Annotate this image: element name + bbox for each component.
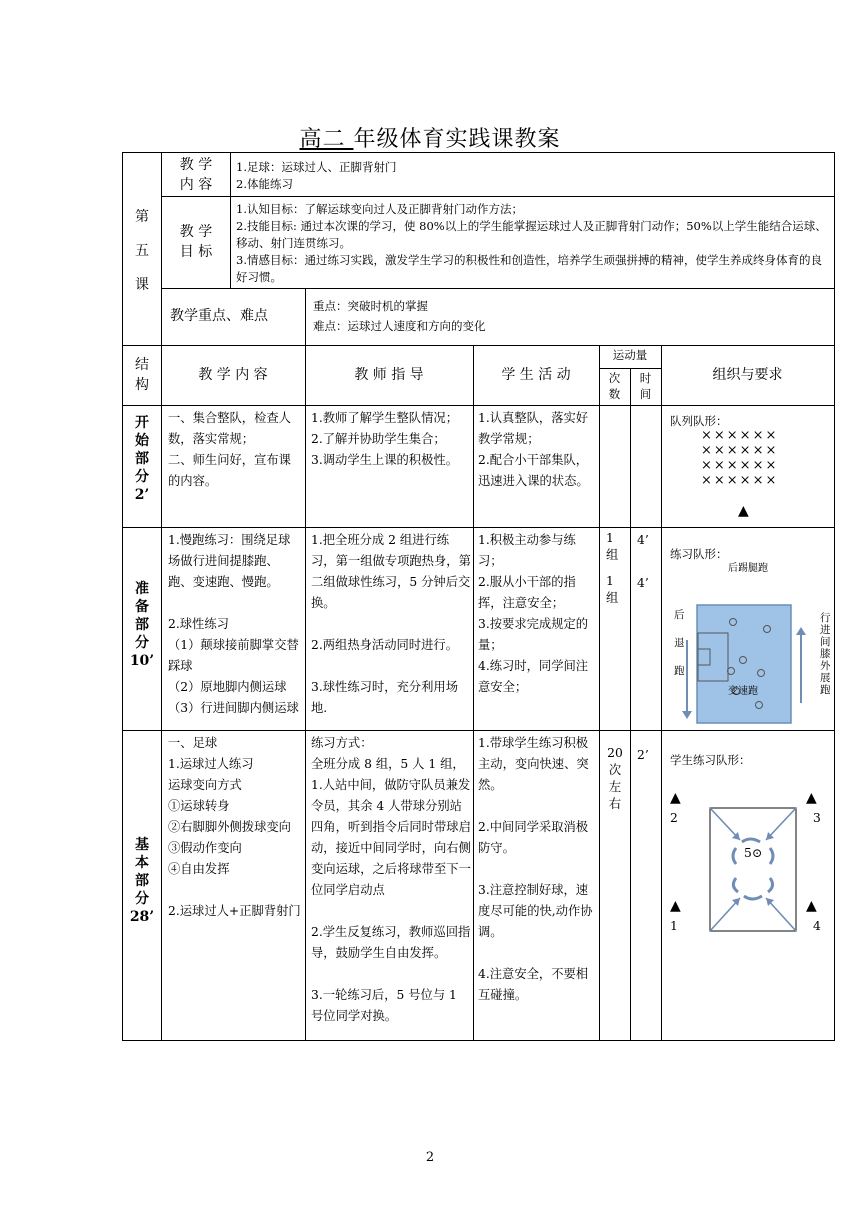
main-duration: 2’ [637,748,649,762]
center-defender-label: 5⊙ [744,846,763,860]
main-teacher: 练习方式： 全班分成 8 组，5 人 1 组，1.人站中间，做防守队员兼发令员，其余 4 人带球分别站四角，听到指令后同时带球启动，接近中间同学时，向右侧变向运球，之后将球带至下一位同学启动点 2.学生反复练习，教师巡回指导，鼓励学生自由发挥。 3.一轮练习后，5 号位与 1 号位同学对换。 [311,736,471,1023]
content-item-1: 1.足球：运球过人、正脚背射门 [236,160,397,174]
col-duration: 时 间 [639,371,652,401]
goals-label: 教 学 目 标 [179,224,213,260]
goal-item-1: 1.认知目标：了解运球变向过人及正脚背射门动作方法； [236,202,523,216]
main-student: 1.带球学生练习积极主动，变向快速、突然。 2.中间同学采取消极防守。 3.注意控制好球，速度尽可能的快,动作协调。 4.注意安全，不要相互碰撞。 [478,736,593,1002]
content-item-2: 2.体能练习 [236,177,293,191]
prep-teacher: 1.把全班分成 2 组进行练习，第一组做专项跑热身，第二组做球性练习，5 分钟后交换。 2.两组热身活动同时进行。 3.球性练习时，充分利用场地. [311,533,471,715]
arrow-head-icon [682,711,692,719]
start-org-title: 队列队形： [670,414,728,428]
position-label: 2 [670,811,678,825]
prep-duration-2: 4’ [637,576,649,590]
teacher-triangle-icon: ▲ [738,503,749,519]
prep-times-1: 1 组 [606,531,619,562]
prep-times-2: 1 组 [606,574,619,605]
formation-row: ×××××× [701,458,779,473]
goal-item-2: 2.技能目标: 通过本次课的学习，使 80%以上的学生能掌握运球过人及正脚背射门动作；50%以上学生能结合运球、移动、射门连贯练习。 [236,219,827,250]
title-grade: 高二 [299,127,354,152]
position-label: 1 [670,919,678,933]
prep-student: 1.积极主动参与练习； 2.服从小干部的指挥，注意安全； 3.按要求完成规定的量； 4.练习时，同学间注意安全； [478,533,589,694]
key-point: 重点：突破时机的掌握 [313,299,428,313]
page-number: 2 [425,1150,435,1165]
section-name-main: 基 本 部 分 28’ [129,837,155,925]
formation-row: ×××××× [701,428,779,443]
col-student: 学 生 活 动 [501,367,571,383]
main-content: 一、足球 1.运球过人练习 运球变向方式 ①运球转身 ②右脚脚外侧拨球变向 ③假动作变向 ④自由发挥 2.运球过人+正脚背射门 [168,736,301,918]
center-run-label: 变速跑 [728,686,758,697]
prep-content: 1.慢跑练习：围绕足球场做行进间提膝跑、跑、变速跑、慢跑。 2.球性练习 （1）颠球接前脚掌交替踩球 （2）原地脚内侧运球 （3）行进间脚内侧运球 [168,533,299,715]
col-content: 教 学 内 容 [198,367,268,383]
lesson-label: 第 五 课 [135,209,149,293]
right-run-label: 行进间膝外展跑 [820,612,831,696]
key-label: 教学重点、难点 [170,308,268,324]
arrow-head-icon [796,627,806,635]
difficulty: 难点：运球过人速度和方向的变化 [313,319,486,333]
col-org: 组织与要求 [712,367,783,383]
col-structure: 结 构 [135,357,149,393]
start-content: 一、集合整队，检查人数，落实常规； 二、师生问好，宣布课的内容。 [168,411,291,488]
prep-duration-1: 4’ [637,533,649,547]
triangle-marker-icon: ▲ [806,898,817,914]
col-load: 运动量 [612,348,648,362]
col-teacher: 教 师 指 导 [354,367,424,383]
drill-square [710,808,796,931]
dribble-drill-diagram [690,800,815,935]
triangle-marker-icon: ▲ [670,898,681,914]
col-times: 次 数 [608,371,621,401]
main-times: 20 次 左 右 [607,746,623,811]
prep-org-title: 练习队形： [670,547,728,561]
position-label: 3 [813,811,821,825]
left-run-label: 后 退 跑 [674,609,685,677]
formation-row: ×××××× [701,473,779,488]
content-label: 教 学 内 容 [179,157,213,193]
start-teacher: 1.教师了解学生整队情况； 2.了解并协助学生集合； 3.调动学生上课的积极性。 [311,411,458,467]
goal-item-3: 3.情感目标：通过练习实践，激发学生学习的积极性和创造性，培养学生顽强拼搏的精神，使学生养成终身体育的良好习惯。 [236,253,822,284]
section-name-start: 开 始 部 分 2’ [134,415,150,503]
title-text: 年级体育实践课教案 [353,127,561,152]
top-run-label: 后踢腿跑 [728,563,768,574]
main-org-title: 学生练习队形： [670,753,751,767]
page-title [0,122,860,153]
field-rect [697,605,791,723]
position-label: 4 [813,919,821,933]
triangle-marker-icon: ▲ [806,790,817,806]
triangle-marker-icon: ▲ [670,790,681,806]
warmup-field-diagram [660,595,835,730]
start-student: 1.认真整队，落实好教学常规； 2.配合小干部集队，迅速进入课的状态。 [478,411,589,488]
formation-row: ×××××× [701,443,779,458]
section-name-prep: 准 备 部 分 10’ [129,581,155,669]
